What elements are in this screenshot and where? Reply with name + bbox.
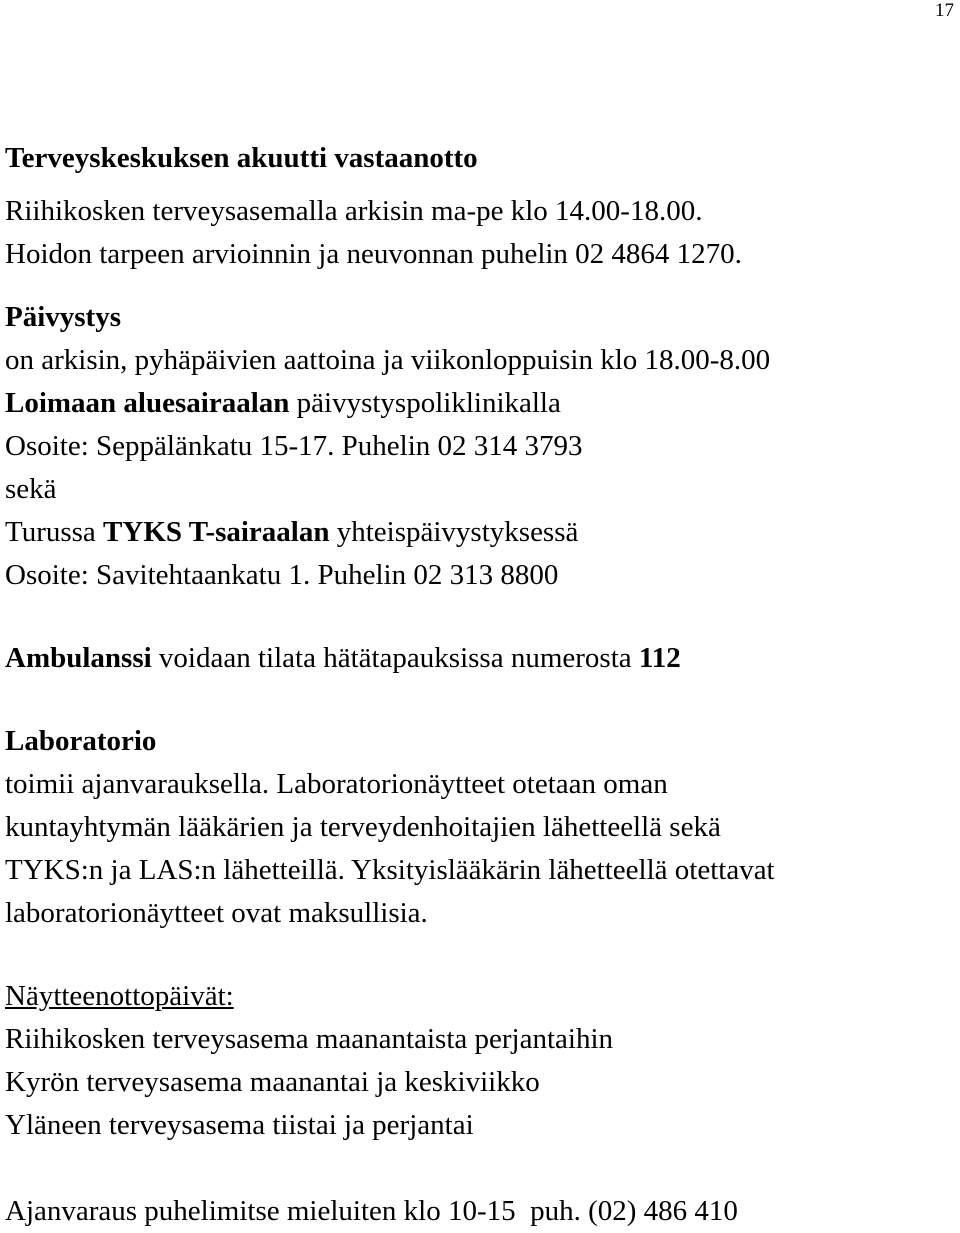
acute-line-1: Riihikosken terveysasemalla arkisin ma-pe klo 14.00-18.00. [5,195,703,227]
document-body [5,137,955,1233]
turku-rest: yhteispäivystyksessä [329,516,579,548]
sampling-day-item: Yläneen terveysasema tiistai ja perjantai [5,1109,474,1141]
turku-line [5,511,955,554]
sampling-days-heading: Näytteenottopäivät: [5,980,234,1012]
laboratory-line-2: kuntayhtymän lääkärien ja terveydenhoitajien lähetteellä sekä [5,811,721,843]
page-number: 17 [935,0,954,21]
acute-line-2: Hoidon tarpeen arvioinnin ja neuvonnan puhelin 02 4864 1270. [5,238,742,270]
laboratory-heading: Laboratorio [5,725,157,757]
on-call-heading: Päivystys [5,301,121,333]
laboratory-line-1: toimii ajanvarauksella. Laboratorionäytteet otetaan oman [5,768,668,800]
loimaa-line [5,382,955,425]
ambulance-text: voidaan tilata hätätapauksissa numerosta [151,642,639,674]
acute-heading: Terveyskeskuksen akuutti vastaanotto [5,142,478,174]
laboratory-line-3: TYKS:n ja LAS:n lähetteillä. Yksityislääkärin lähetteellä otettavat [5,854,775,886]
loimaa-rest: päivystyspoliklinikalla [289,387,561,419]
ambulance-label: Ambulanssi [5,642,152,674]
booking-line: Ajanvaraus puhelimitse mieluiten klo 10-15 puh. (02) 486 410 [5,1195,738,1227]
and-word: sekä [5,473,57,505]
turku-address: Osoite: Savitehtaankatu 1. Puhelin 02 313 8800 [5,559,559,591]
turku-name: TYKS T-sairaalan [103,516,330,548]
laboratory-line-4: laboratorionäytteet ovat maksullisia. [5,897,428,929]
loimaa-name: Loimaan aluesairaalan [5,387,290,419]
ambulance-number: 112 [638,642,681,674]
loimaa-address: Osoite: Seppälänkatu 15-17. Puhelin 02 314 3793 [5,430,583,462]
sampling-day-item: Kyrön terveysasema maanantai ja keskiviikko [5,1066,540,1098]
on-call-hours: on arkisin, pyhäpäivien aattoina ja viikonloppuisin klo 18.00-8.00 [5,344,771,376]
turku-prefix: Turussa [5,516,104,548]
ambulance-line [5,637,955,680]
sampling-day-item: Riihikosken terveysasema maanantaista perjantaihin [5,1023,613,1055]
